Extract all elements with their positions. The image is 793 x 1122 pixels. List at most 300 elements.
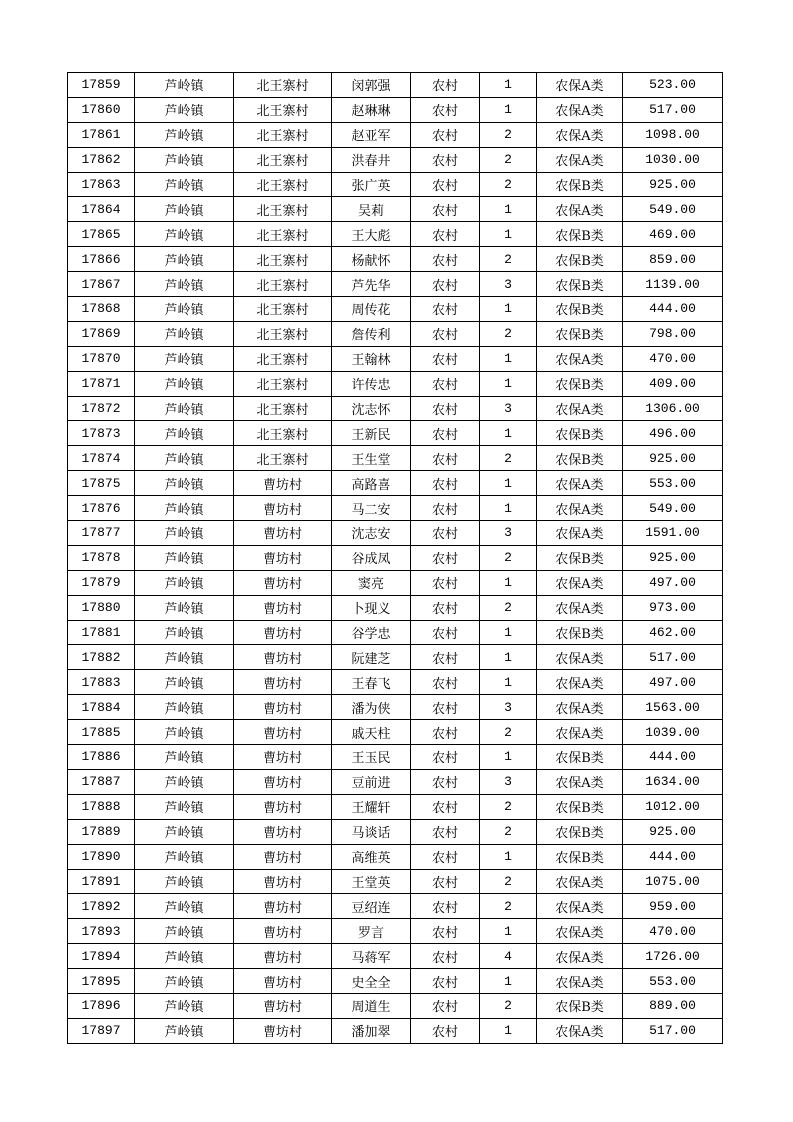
town-cell: 芦岭镇: [135, 919, 234, 944]
insurance-category-cell: 农保A类: [537, 894, 623, 919]
village-cell: 北王寨村: [234, 272, 332, 297]
member-count-cell: 1: [480, 421, 537, 446]
village-cell: 曹坊村: [234, 570, 332, 595]
village-cell: 曹坊村: [234, 620, 332, 645]
serial-number-cell: 17885: [68, 720, 135, 745]
table-row: [68, 297, 723, 322]
town-cell: 芦岭镇: [135, 446, 234, 471]
amount-cell: 1306.00: [623, 396, 723, 421]
amount-cell: 469.00: [623, 222, 723, 247]
amount-cell: 470.00: [623, 919, 723, 944]
household-type-cell: 农村: [411, 521, 480, 546]
serial-number-cell: 17895: [68, 969, 135, 994]
insurance-category-cell: 农保A类: [537, 670, 623, 695]
amount-cell: 1039.00: [623, 720, 723, 745]
insurance-category-cell: 农保B类: [537, 247, 623, 272]
town-cell: 芦岭镇: [135, 222, 234, 247]
serial-number-cell: 17888: [68, 794, 135, 819]
member-count-cell: 2: [480, 172, 537, 197]
insurance-category-cell: 农保B类: [537, 745, 623, 770]
person-name-cell: 谷学忠: [332, 620, 411, 645]
table-row: [68, 769, 723, 794]
town-cell: 芦岭镇: [135, 346, 234, 371]
person-name-cell: 王堂英: [332, 869, 411, 894]
village-cell: 北王寨村: [234, 247, 332, 272]
amount-cell: 1591.00: [623, 521, 723, 546]
member-count-cell: 1: [480, 297, 537, 322]
town-cell: 芦岭镇: [135, 944, 234, 969]
member-count-cell: 1: [480, 745, 537, 770]
person-name-cell: 史全全: [332, 969, 411, 994]
household-type-cell: 农村: [411, 321, 480, 346]
person-name-cell: 闵郭强: [332, 73, 411, 98]
member-count-cell: 2: [480, 894, 537, 919]
person-name-cell: 马蒋军: [332, 944, 411, 969]
serial-number-cell: 17860: [68, 97, 135, 122]
village-cell: 曹坊村: [234, 471, 332, 496]
member-count-cell: 1: [480, 670, 537, 695]
amount-cell: 959.00: [623, 894, 723, 919]
village-cell: 曹坊村: [234, 720, 332, 745]
insurance-category-cell: 农保A类: [537, 645, 623, 670]
serial-number-cell: 17876: [68, 496, 135, 521]
insurance-category-cell: 农保A类: [537, 471, 623, 496]
serial-number-cell: 17890: [68, 844, 135, 869]
person-name-cell: 张广英: [332, 172, 411, 197]
household-type-cell: 农村: [411, 645, 480, 670]
amount-cell: 798.00: [623, 321, 723, 346]
person-name-cell: 窦亮: [332, 570, 411, 595]
table-row: [68, 570, 723, 595]
person-name-cell: 王新民: [332, 421, 411, 446]
table-row: [68, 97, 723, 122]
serial-number-cell: 17869: [68, 321, 135, 346]
serial-number-cell: 17873: [68, 421, 135, 446]
insurance-category-cell: 农保B类: [537, 819, 623, 844]
town-cell: 芦岭镇: [135, 993, 234, 1018]
village-cell: 曹坊村: [234, 695, 332, 720]
village-cell: 曹坊村: [234, 944, 332, 969]
household-type-cell: 农村: [411, 545, 480, 570]
table-row: [68, 944, 723, 969]
amount-cell: 523.00: [623, 73, 723, 98]
person-name-cell: 芦先华: [332, 272, 411, 297]
person-name-cell: 戚天柱: [332, 720, 411, 745]
amount-cell: 925.00: [623, 446, 723, 471]
serial-number-cell: 17893: [68, 919, 135, 944]
amount-cell: 1563.00: [623, 695, 723, 720]
insurance-category-cell: 农保B类: [537, 446, 623, 471]
village-cell: 北王寨村: [234, 297, 332, 322]
person-name-cell: 王翰林: [332, 346, 411, 371]
town-cell: 芦岭镇: [135, 670, 234, 695]
person-name-cell: 高维英: [332, 844, 411, 869]
insurance-category-cell: 农保B类: [537, 371, 623, 396]
insurance-category-cell: 农保A类: [537, 869, 623, 894]
insurance-category-cell: 农保A类: [537, 944, 623, 969]
insurance-category-cell: 农保B类: [537, 297, 623, 322]
table-row: [68, 471, 723, 496]
serial-number-cell: 17861: [68, 122, 135, 147]
member-count-cell: 1: [480, 471, 537, 496]
member-count-cell: 1: [480, 97, 537, 122]
town-cell: 芦岭镇: [135, 1018, 234, 1043]
household-type-cell: 农村: [411, 769, 480, 794]
household-type-cell: 农村: [411, 993, 480, 1018]
member-count-cell: 4: [480, 944, 537, 969]
serial-number-cell: 17875: [68, 471, 135, 496]
village-cell: 曹坊村: [234, 844, 332, 869]
serial-number-cell: 17887: [68, 769, 135, 794]
household-type-cell: 农村: [411, 969, 480, 994]
town-cell: 芦岭镇: [135, 869, 234, 894]
town-cell: 芦岭镇: [135, 272, 234, 297]
person-name-cell: 王春飞: [332, 670, 411, 695]
table-row: [68, 894, 723, 919]
person-name-cell: 卜现义: [332, 595, 411, 620]
member-count-cell: 1: [480, 645, 537, 670]
town-cell: 芦岭镇: [135, 894, 234, 919]
amount-cell: 444.00: [623, 745, 723, 770]
household-type-cell: 农村: [411, 670, 480, 695]
table-row: [68, 844, 723, 869]
person-name-cell: 王玉民: [332, 745, 411, 770]
insurance-category-cell: 农保A类: [537, 595, 623, 620]
table-row: [68, 670, 723, 695]
town-cell: 芦岭镇: [135, 421, 234, 446]
person-name-cell: 马谈话: [332, 819, 411, 844]
town-cell: 芦岭镇: [135, 496, 234, 521]
member-count-cell: 2: [480, 720, 537, 745]
amount-cell: 1634.00: [623, 769, 723, 794]
member-count-cell: 3: [480, 769, 537, 794]
person-name-cell: 豆前进: [332, 769, 411, 794]
insurance-category-cell: 农保B类: [537, 321, 623, 346]
insurance-category-cell: 农保B类: [537, 620, 623, 645]
amount-cell: 444.00: [623, 297, 723, 322]
insurance-category-cell: 农保A类: [537, 97, 623, 122]
village-cell: 北王寨村: [234, 421, 332, 446]
serial-number-cell: 17894: [68, 944, 135, 969]
town-cell: 芦岭镇: [135, 769, 234, 794]
village-cell: 曹坊村: [234, 670, 332, 695]
person-name-cell: 詹传利: [332, 321, 411, 346]
table-row: [68, 521, 723, 546]
amount-cell: 497.00: [623, 570, 723, 595]
village-cell: 曹坊村: [234, 645, 332, 670]
town-cell: 芦岭镇: [135, 720, 234, 745]
table-row: [68, 745, 723, 770]
insurance-category-cell: 农保A类: [537, 496, 623, 521]
village-cell: 曹坊村: [234, 894, 332, 919]
village-cell: 北王寨村: [234, 197, 332, 222]
household-type-cell: 农村: [411, 794, 480, 819]
village-cell: 曹坊村: [234, 819, 332, 844]
member-count-cell: 1: [480, 222, 537, 247]
village-cell: 北王寨村: [234, 122, 332, 147]
insurance-category-cell: 农保A类: [537, 346, 623, 371]
village-cell: 北王寨村: [234, 172, 332, 197]
person-name-cell: 赵亚军: [332, 122, 411, 147]
amount-cell: 1726.00: [623, 944, 723, 969]
household-type-cell: 农村: [411, 147, 480, 172]
table-row: [68, 197, 723, 222]
table-row: [68, 172, 723, 197]
town-cell: 芦岭镇: [135, 521, 234, 546]
village-cell: 北王寨村: [234, 147, 332, 172]
village-cell: 北王寨村: [234, 396, 332, 421]
amount-cell: 925.00: [623, 172, 723, 197]
village-cell: 北王寨村: [234, 97, 332, 122]
household-type-cell: 农村: [411, 894, 480, 919]
town-cell: 芦岭镇: [135, 247, 234, 272]
table-row: [68, 446, 723, 471]
household-type-cell: 农村: [411, 122, 480, 147]
household-type-cell: 农村: [411, 297, 480, 322]
insurance-category-cell: 农保A类: [537, 919, 623, 944]
town-cell: 芦岭镇: [135, 73, 234, 98]
town-cell: 芦岭镇: [135, 570, 234, 595]
amount-cell: 409.00: [623, 371, 723, 396]
village-cell: 曹坊村: [234, 545, 332, 570]
town-cell: 芦岭镇: [135, 844, 234, 869]
household-type-cell: 农村: [411, 720, 480, 745]
insurance-category-cell: 农保B类: [537, 993, 623, 1018]
person-name-cell: 许传忠: [332, 371, 411, 396]
member-count-cell: 2: [480, 869, 537, 894]
table-row: [68, 73, 723, 98]
village-cell: 曹坊村: [234, 969, 332, 994]
household-type-cell: 农村: [411, 272, 480, 297]
village-cell: 北王寨村: [234, 222, 332, 247]
member-count-cell: 2: [480, 446, 537, 471]
amount-cell: 1030.00: [623, 147, 723, 172]
town-cell: 芦岭镇: [135, 595, 234, 620]
insurance-category-cell: 农保A类: [537, 197, 623, 222]
household-type-cell: 农村: [411, 844, 480, 869]
household-type-cell: 农村: [411, 1018, 480, 1043]
village-cell: 北王寨村: [234, 371, 332, 396]
member-count-cell: 3: [480, 695, 537, 720]
household-type-cell: 农村: [411, 919, 480, 944]
table-row: [68, 147, 723, 172]
member-count-cell: 1: [480, 346, 537, 371]
person-name-cell: 沈志安: [332, 521, 411, 546]
member-count-cell: 2: [480, 247, 537, 272]
town-cell: 芦岭镇: [135, 695, 234, 720]
member-count-cell: 3: [480, 521, 537, 546]
town-cell: 芦岭镇: [135, 396, 234, 421]
household-type-cell: 农村: [411, 695, 480, 720]
town-cell: 芦岭镇: [135, 97, 234, 122]
serial-number-cell: 17863: [68, 172, 135, 197]
member-count-cell: 2: [480, 321, 537, 346]
household-type-cell: 农村: [411, 396, 480, 421]
household-type-cell: 农村: [411, 197, 480, 222]
household-type-cell: 农村: [411, 944, 480, 969]
village-cell: 曹坊村: [234, 869, 332, 894]
serial-number-cell: 17874: [68, 446, 135, 471]
serial-number-cell: 17884: [68, 695, 135, 720]
town-cell: 芦岭镇: [135, 745, 234, 770]
household-type-cell: 农村: [411, 371, 480, 396]
insurance-category-cell: 农保B类: [537, 545, 623, 570]
amount-cell: 444.00: [623, 844, 723, 869]
member-count-cell: 1: [480, 73, 537, 98]
amount-cell: 517.00: [623, 97, 723, 122]
amount-cell: 889.00: [623, 993, 723, 1018]
town-cell: 芦岭镇: [135, 122, 234, 147]
village-cell: 曹坊村: [234, 993, 332, 1018]
person-name-cell: 杨献怀: [332, 247, 411, 272]
table-row: [68, 122, 723, 147]
person-name-cell: 赵琳琳: [332, 97, 411, 122]
table-row: [68, 720, 723, 745]
member-count-cell: 1: [480, 197, 537, 222]
amount-cell: 1075.00: [623, 869, 723, 894]
insurance-category-cell: 农保A类: [537, 122, 623, 147]
table-row: [68, 346, 723, 371]
town-cell: 芦岭镇: [135, 371, 234, 396]
amount-cell: 925.00: [623, 545, 723, 570]
amount-cell: 497.00: [623, 670, 723, 695]
person-name-cell: 阮建芝: [332, 645, 411, 670]
insurance-category-cell: 农保A类: [537, 73, 623, 98]
table-row: [68, 396, 723, 421]
amount-cell: 517.00: [623, 645, 723, 670]
person-name-cell: 沈志怀: [332, 396, 411, 421]
table-row: [68, 496, 723, 521]
serial-number-cell: 17872: [68, 396, 135, 421]
member-count-cell: 2: [480, 993, 537, 1018]
village-cell: 曹坊村: [234, 521, 332, 546]
member-count-cell: 1: [480, 969, 537, 994]
serial-number-cell: 17892: [68, 894, 135, 919]
household-type-cell: 农村: [411, 570, 480, 595]
table-row: [68, 371, 723, 396]
household-type-cell: 农村: [411, 247, 480, 272]
town-cell: 芦岭镇: [135, 197, 234, 222]
member-count-cell: 1: [480, 844, 537, 869]
household-type-cell: 农村: [411, 620, 480, 645]
member-count-cell: 2: [480, 595, 537, 620]
insurance-category-cell: 农保B类: [537, 421, 623, 446]
serial-number-cell: 17883: [68, 670, 135, 695]
household-type-cell: 农村: [411, 496, 480, 521]
member-count-cell: 1: [480, 371, 537, 396]
village-cell: 曹坊村: [234, 595, 332, 620]
person-name-cell: 王耀轩: [332, 794, 411, 819]
table-row: [68, 794, 723, 819]
table-row: [68, 993, 723, 1018]
village-cell: 曹坊村: [234, 745, 332, 770]
household-type-cell: 农村: [411, 595, 480, 620]
village-cell: 曹坊村: [234, 769, 332, 794]
table-row: [68, 545, 723, 570]
amount-cell: 859.00: [623, 247, 723, 272]
member-count-cell: 3: [480, 396, 537, 421]
household-type-cell: 农村: [411, 869, 480, 894]
table-row: [68, 247, 723, 272]
member-count-cell: 2: [480, 147, 537, 172]
person-name-cell: 谷成凤: [332, 545, 411, 570]
table-body: [68, 73, 723, 1044]
person-name-cell: 高路喜: [332, 471, 411, 496]
person-name-cell: 马二安: [332, 496, 411, 521]
town-cell: 芦岭镇: [135, 645, 234, 670]
household-type-cell: 农村: [411, 97, 480, 122]
table-row: [68, 919, 723, 944]
table-row: [68, 869, 723, 894]
member-count-cell: 2: [480, 794, 537, 819]
insurance-category-cell: 农保A类: [537, 570, 623, 595]
amount-cell: 462.00: [623, 620, 723, 645]
village-cell: 北王寨村: [234, 446, 332, 471]
village-cell: 曹坊村: [234, 794, 332, 819]
table-row: [68, 620, 723, 645]
amount-cell: 1012.00: [623, 794, 723, 819]
amount-cell: 553.00: [623, 471, 723, 496]
household-type-cell: 农村: [411, 745, 480, 770]
serial-number-cell: 17877: [68, 521, 135, 546]
insurance-category-cell: 农保B类: [537, 172, 623, 197]
member-count-cell: 1: [480, 1018, 537, 1043]
town-cell: 芦岭镇: [135, 471, 234, 496]
insurance-category-cell: 农保A类: [537, 720, 623, 745]
household-type-cell: 农村: [411, 471, 480, 496]
town-cell: 芦岭镇: [135, 321, 234, 346]
insurance-category-cell: 农保B类: [537, 272, 623, 297]
amount-cell: 1098.00: [623, 122, 723, 147]
serial-number-cell: 17897: [68, 1018, 135, 1043]
household-type-cell: 农村: [411, 73, 480, 98]
insurance-category-cell: 农保B类: [537, 844, 623, 869]
table-row: [68, 819, 723, 844]
insurance-category-cell: 农保A类: [537, 769, 623, 794]
serial-number-cell: 17868: [68, 297, 135, 322]
household-type-cell: 农村: [411, 819, 480, 844]
member-count-cell: 2: [480, 122, 537, 147]
table-row: [68, 1018, 723, 1043]
household-type-cell: 农村: [411, 222, 480, 247]
household-type-cell: 农村: [411, 446, 480, 471]
person-name-cell: 王大彪: [332, 222, 411, 247]
person-name-cell: 潘为侠: [332, 695, 411, 720]
serial-number-cell: 17896: [68, 993, 135, 1018]
serial-number-cell: 17878: [68, 545, 135, 570]
serial-number-cell: 17870: [68, 346, 135, 371]
person-name-cell: 潘加翠: [332, 1018, 411, 1043]
town-cell: 芦岭镇: [135, 819, 234, 844]
amount-cell: 549.00: [623, 496, 723, 521]
insurance-category-cell: 农保A类: [537, 396, 623, 421]
person-name-cell: 周传花: [332, 297, 411, 322]
table-row: [68, 645, 723, 670]
person-name-cell: 洪春井: [332, 147, 411, 172]
member-count-cell: 1: [480, 620, 537, 645]
insurance-category-cell: 农保B类: [537, 794, 623, 819]
town-cell: 芦岭镇: [135, 969, 234, 994]
amount-cell: 517.00: [623, 1018, 723, 1043]
table-row: [68, 321, 723, 346]
serial-number-cell: 17886: [68, 745, 135, 770]
serial-number-cell: 17864: [68, 197, 135, 222]
serial-number-cell: 17862: [68, 147, 135, 172]
insurance-category-cell: 农保A类: [537, 1018, 623, 1043]
serial-number-cell: 17866: [68, 247, 135, 272]
serial-number-cell: 17871: [68, 371, 135, 396]
serial-number-cell: 17865: [68, 222, 135, 247]
